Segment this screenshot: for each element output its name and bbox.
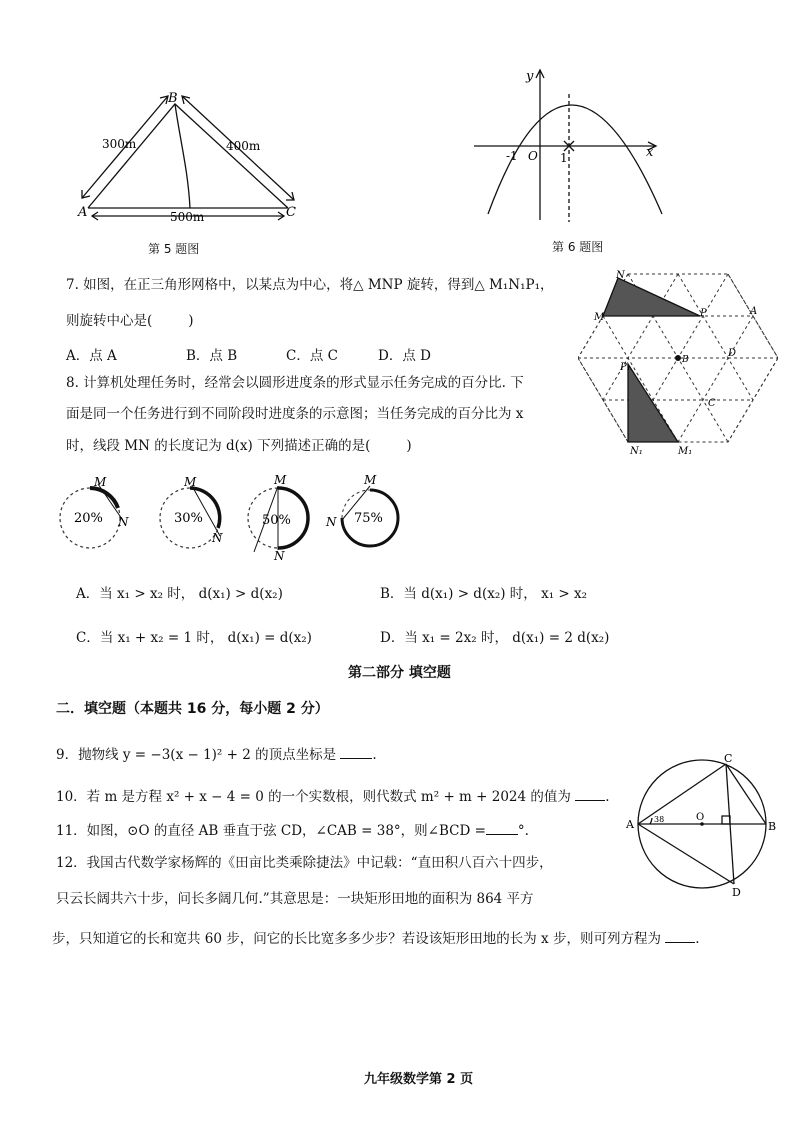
- progress-circle-50: [240, 472, 320, 564]
- q7-line2: [66, 312, 194, 330]
- grid-label-p: P: [700, 308, 707, 319]
- q8-option-a: A．当 x₁ > x₂ 时， d(x₁) > d(x₂): [76, 586, 283, 602]
- q9: [56, 744, 377, 764]
- circle-label-c: C: [724, 752, 733, 765]
- grid-label-a: A: [750, 306, 758, 317]
- grid-label-p1: P₁: [620, 362, 631, 373]
- q10-end: .: [605, 789, 610, 805]
- q8-option-d: D．当 x₁ = 2x₂ 时， d(x₁) = 2 d(x₂): [380, 630, 610, 646]
- progress-arc-20: [90, 488, 118, 508]
- progress-n-50: N: [274, 549, 285, 563]
- progress-label-30: 30%: [174, 511, 203, 526]
- vertex-a-label: A: [78, 205, 88, 220]
- q12-line3: [52, 928, 700, 948]
- side-ab-label: 300m: [102, 137, 137, 151]
- q11-answer-blank[interactable]: [486, 820, 518, 835]
- q8-option-b: B．当 d(x₁) > d(x₂) 时， x₁ > x₂: [380, 586, 588, 602]
- progress-m-30: M: [184, 475, 197, 489]
- figure-5-caption: 第 5 题图: [148, 242, 200, 256]
- side-bc-label: 400m: [226, 139, 261, 153]
- q7-line2-text: 则旋转中心是(: [66, 313, 153, 329]
- progress-label-75: 75%: [354, 511, 383, 526]
- vertex-b-label: B: [168, 91, 178, 106]
- q7-line2-end: ): [188, 313, 194, 329]
- grid-label-b: B: [682, 355, 689, 365]
- progress-label-50: 50%: [262, 513, 291, 528]
- x-axis-label: x: [646, 145, 654, 160]
- circle-label-a: A: [626, 818, 634, 831]
- circle-label-d: D: [732, 886, 741, 898]
- progress-m-75: M: [364, 473, 377, 487]
- progress-m-50: M: [274, 473, 287, 487]
- q7-line1: 7. 如图，在正三角形网格中，以某点为中心，将△ MNP 旋转，得到△ M₁N₁P₁，: [66, 277, 554, 293]
- q8-line1: 8. 计算机处理任务时，经常会以圆形进度条的形式显示任务完成的百分比. 下: [66, 375, 524, 391]
- progress-circle-20: [56, 472, 136, 562]
- circle-angle-label: 38: [654, 815, 665, 824]
- q8-line3: [66, 437, 412, 455]
- q10: [56, 786, 609, 806]
- q7-option-a: A．点 A: [66, 348, 117, 364]
- q12-line3-text: 步，只知道它的长和宽共 60 步，问它的长比宽多多少步？若设该矩形田地的长为 x 步，则可列方程为: [52, 931, 661, 947]
- q8-line2: 面是同一个任务进行到不同阶段时进度条的示意图；当任务完成的百分比为 x: [66, 406, 524, 422]
- circle-label-b: B: [768, 820, 777, 833]
- grid-label-c: C: [708, 398, 716, 409]
- q7-option-d: D．点 D: [378, 348, 431, 364]
- q9-text: 9．抛物线 y = −3(x − 1)² + 2 的顶点坐标是: [56, 747, 337, 763]
- origin-label: O: [528, 149, 538, 163]
- q8-option-c: C．当 x₁ + x₂ = 1 时， d(x₁) = d(x₂): [76, 630, 312, 646]
- grid-label-n: N: [616, 270, 625, 281]
- q12-answer-blank[interactable]: [665, 928, 695, 943]
- progress-m-20: M: [94, 475, 107, 489]
- tick-neg1-label: -1: [506, 149, 518, 163]
- q7-option-c: C．点 C: [286, 348, 338, 364]
- q12-line1: 12．我国古代数学家杨辉的《田亩比类乘除捷法》中记载：“直田积八百六十四步，: [56, 855, 553, 871]
- q8-line3-text: 时，线段 MN 的长度记为 d(x) 下列描述正确的是(: [66, 438, 371, 454]
- y-axis-label: y: [526, 69, 534, 84]
- q12-end: .: [695, 931, 700, 947]
- q11-end: °.: [517, 823, 529, 839]
- grid-label-n1: N₁: [630, 446, 643, 457]
- progress-label-20: 20%: [74, 511, 103, 526]
- progress-circle-75: [322, 468, 412, 558]
- q10-text: 10．若 m 是方程 x² + x − 4 = 0 的一个实数根，则代数式 m² + m + 2024 的值为: [56, 789, 571, 805]
- grid-label-m1: M₁: [678, 446, 693, 457]
- progress-n-30: N: [212, 531, 223, 545]
- progress-n-75: N: [326, 515, 337, 529]
- figure-11-circle: [622, 748, 782, 898]
- tick-1-label: 1: [560, 151, 568, 165]
- q9-end: .: [372, 747, 377, 763]
- progress-circle-30: [150, 472, 240, 562]
- vertex-c-label: C: [286, 205, 296, 220]
- q11: [56, 820, 529, 840]
- progress-n-20: N: [118, 515, 129, 529]
- part-2-title: 第二部分 填空题: [348, 665, 451, 681]
- page-footer: 九年级数学第 2 页: [364, 1072, 474, 1087]
- q8-line3-end: ): [406, 438, 412, 454]
- section-2-heading: 二．填空题（本题共 16 分，每小题 2 分）: [56, 701, 329, 717]
- figure-6-caption: 第 6 题图: [552, 240, 604, 254]
- circle-label-o: O: [696, 812, 705, 823]
- q12-line2: 只云长阔共六十步，问长多阔几何.”其意思是：一块矩形田地的面积为 864 平方: [56, 891, 534, 907]
- q7-option-b: B．点 B: [186, 348, 238, 364]
- side-ac-label: 500m: [170, 210, 205, 224]
- q9-answer-blank[interactable]: [340, 744, 372, 759]
- grid-label-d: D: [728, 348, 737, 359]
- figure-6-parabola: [470, 62, 670, 224]
- q11-text: 11．如图，⊙O 的直径 AB 垂直于弦 CD，∠CAB = 38°，则∠BCD =: [56, 823, 486, 839]
- grid-label-m: M: [594, 312, 605, 323]
- q10-answer-blank[interactable]: [575, 786, 605, 801]
- figure-7-triangle-grid: [578, 268, 778, 458]
- figure-5-triangle: [60, 90, 310, 235]
